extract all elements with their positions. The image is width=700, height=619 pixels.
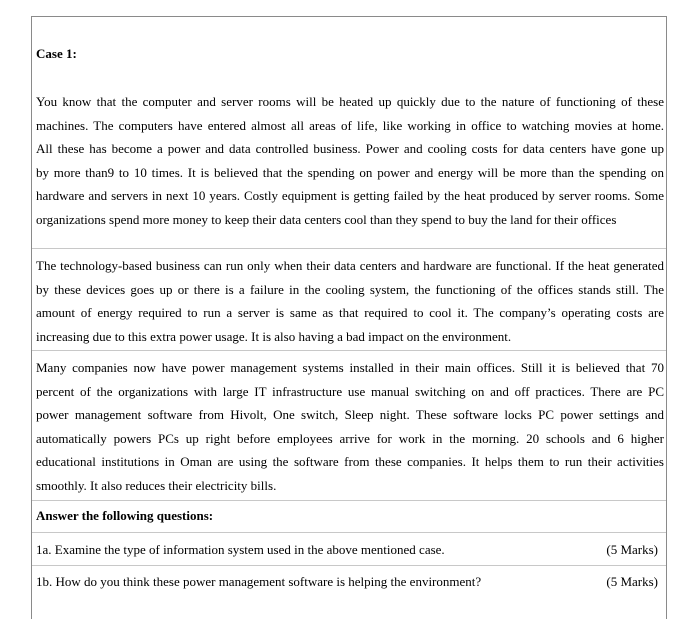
question-1a [36, 542, 658, 558]
questions-heading: Answer the following questions: [36, 508, 214, 523]
paragraph-3 [36, 356, 664, 497]
section-divider [32, 532, 666, 533]
paragraph-line: machines. The computers have entered almost all areas of life, like working in office to watching movies at home. [36, 117, 664, 133]
question-marks: (5 Marks) [606, 574, 658, 589]
paragraph-line: You know that the computer and server rooms will be heated up quickly due to the nature of functioning of these [36, 94, 664, 109]
paragraph-line: organizations spend more money to keep their data centers cool than they spend to buy the land for their offices [36, 211, 617, 227]
paragraph-line: by more than9 to 10 times. It is believed that the spending on power and energy will be more than the spending on [36, 164, 664, 180]
paragraph-line: amount of energy required to run a server is same as that required to cool it. The company’s operating costs are [36, 305, 664, 320]
paragraph-line: increasing due to this extra power usage. It is also having a bad impact on the environment. [36, 328, 512, 344]
paragraph-1 [36, 90, 664, 231]
case-title: Case 1: [36, 46, 77, 61]
paragraph-line: hardware and servers in next 10 years. Costly equipment is getting failed by the heat produced by server rooms. Some [36, 188, 664, 203]
question-1b [36, 574, 658, 590]
paragraph-line: by these devices goes up or there is a failure in the cooling system, the functioning of the offices stands still. The [36, 281, 664, 297]
paragraph-line: The technology-based business can run only when their data centers and hardware are functional. If the heat generated [36, 258, 664, 273]
paragraph-line: All these has become a power and data controlled business. Power and cooling costs for data centers have gone up [36, 141, 664, 156]
paragraph-line: Many companies now have power management systems installed in their main offices. Still it is believed that 70 [36, 360, 664, 375]
question-text: 1b. How do you think these power management software is helping the environment? [36, 574, 482, 589]
paragraph-line: automatically powers PCs up right before employees arrive for work in the morning. 20 schools and 6 higher [36, 430, 664, 446]
paragraph-line: percent of the organizations with large IT infrastructure use manual switching on and off practices. There are PC [36, 383, 664, 399]
section-divider [32, 500, 666, 501]
question-marks: (5 Marks) [606, 542, 658, 557]
question-text: 1a. Examine the type of information system used in the above mentioned case. [36, 542, 445, 557]
paragraph-2 [36, 254, 664, 348]
paragraph-line: power management software from Hivolt, One switch, Sleep night. These software locks PC power settings and [36, 407, 664, 422]
paragraph-line: smoothly. It also reduces their electricity bills. [36, 477, 277, 493]
paragraph-line: educational institutions in Oman are using the software from these companies. It helps them to run their activities [36, 454, 664, 469]
section-divider [32, 350, 666, 351]
section-divider [32, 248, 666, 249]
section-divider [32, 565, 666, 566]
